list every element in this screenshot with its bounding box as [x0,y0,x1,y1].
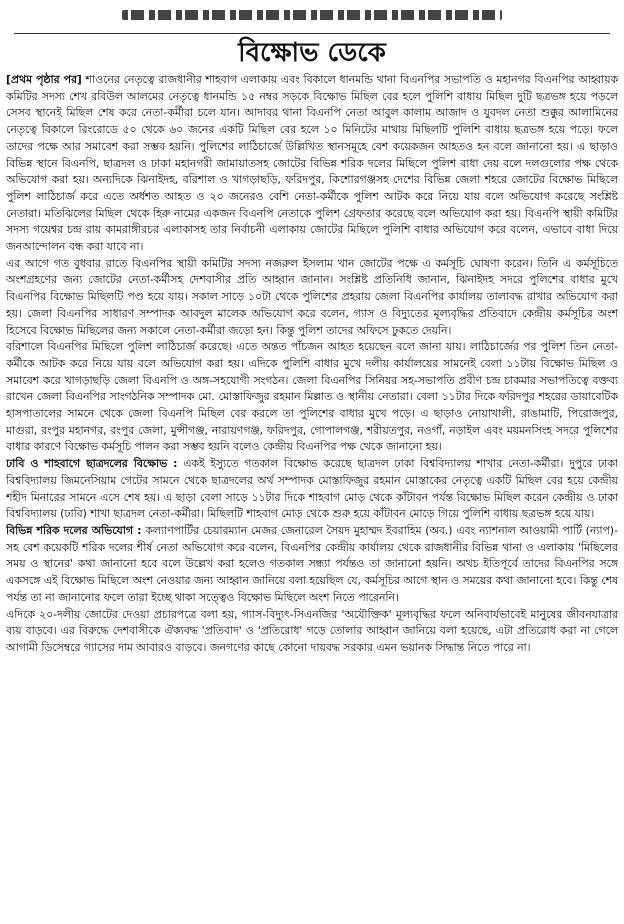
paragraph-text: শাওনের নেতৃত্বে রাজধানীর শাহবাগ এলাকায় এবং বিকালে ধানমন্ডি থানা বিএনপির সভাপতি ও মহানগর বিএনপির আহ্বায়ক কমিটির সদস্য শেখ রবিউল আলমের নেতৃত্বে ধানমন্ডি ১৫ নম্বর সড়কে বিক্ষোভ মিছিল বের হলে পুলিশি বাধায় মিছিল দুটি ছত্রভঙ্গ হয়ে পড়লে সেসব স্থানেই মিছিল শেষ করে নেতা-কর্মীরা চলে যান। আদাবর থানা বিএনপি নেতা আবুল কালাম আজাদ ও যুবদল নেতা শুক্কুর আলামিনের নেতৃত্বে বিকালে রিংরোডে ৫০ থেকে ৬০ জনের একটি মিছিল বের হলে ১০ মিনিটের মাথায় মিছিলটি পুলিশি বাধায় ছত্রভঙ্গ হয়ে পড়ে। ফলে তাদের পক্ষে আর সমাবেশ করা সম্ভব হয়নি। পুলিশের লাঠিচার্জে উল্লিখিত স্থানসমূহে বেশ কয়েকজন আহতও হন বলে জানানো হয়। এ ছাড়াও বিভিন্ন স্থানে বিএনপি, ছাত্রদল ও ঢাকা মহানগরী জামায়াতসহ জোটের বিভিন্ন শরিক দলের মিছিলে পুলিশ বাধা দেয় বলে দলগুলোর পক্ষ থেকে অভিযোগ করা হয়। অন্যদিকে ঝিনাইদহ, বরিশাল ও খাগড়াছড়ি, ফরিদপুর, কিশোরগঞ্জসহ দেশের বিভিন্ন জেলা শহরে জোটের বিক্ষোভ মিছিলে পুলিশ লাঠিচার্জ করে এতে অর্ধশত আহত ও ২০ জনেরও বেশি নেতা-কর্মীকে পুলিশ আটক করে নিয়ে যায় বলে অভিযোগ করেছে সংশ্লিষ্ট নেতারা। মতিঝিলের মিছিল থেকে হিরু নামের একজন বিএনপি নেতাকে পুলিশ গ্রেফতার করেছে বলে অভিযোগ করা হয়। বিএনপি স্থায়ী কমিটির সদস্য গয়েশ্বর চন্দ্র রায় কামরাঙ্গীরচর এলাকাসহ তার নির্বাচনী এলাকায় জোটের মিছিলে পুলিশি বাধার অভিযোগ করে বলেন, এভাবে বাধা দিয়ে জনআন্দোলন বন্ধ করা যাবে না। [6,73,618,254]
article-body [6,72,618,922]
paragraph-lead: [প্রথম পৃষ্ঠার পর] [6,73,82,86]
cropped-text-fragment [122,10,502,20]
subheading-allies: বিভিন্ন শরিক দলের অভিযোগ : [6,523,142,537]
paragraph-text: এদিকে ২০-দলীয় জোটের দেওয়া প্রচারপত্রে বলা হয়, গ্যাস-বিদ্যুৎ-সিএনজির 'অযৌক্তিক' মূল্যবৃদ্ধির ফলে অনিবার্যভাবেই মানুষের জীবনযাত্রার ব্যয় বাড়বে। এর বিরুদ্ধে দেশবাসীকে ঐক্যবদ্ধ 'প্রতিবাদ' ও 'প্রতিরোধ' গড়ে তোলার আহ্বান জানিয়ে বলা হয়েছে, এটা প্রতিরোধ করা না গেলে আগামী ডিসেম্বরে গ্যাসের দাম আবারও বাড়বে। জনগণের কাছে কোনো দায়বদ্ধ সরকার এমন ভয়ানক সিদ্ধান্ত নিতে পারে না। [6,607,618,654]
paragraph-text: এর আগে গত বুধবার রাতে বিএনপির স্থায়ী কমিটির সদস্য নজরুল ইসলাম খান জোটের পক্ষে এ কর্মসূচি ঘোষণা করেন। তিনি এ কর্মসূচিতে অংশগ্রহণের জন্য জোটের নেতা-কর্মীসহ দেশবাসীর প্রতি আহ্বান জানান। সংশ্লিষ্ট প্রতিনিধি জানান, ঝিনাইদহ সদরে পুলিশের বাধার মুখে বিএনপির বিক্ষোভ মিছিলটি পণ্ড হয়ে যায়। সকাল সাড়ে ১০টা থেকে পুলিশের প্রহরায় জেলা বিএনপির কার্যালয় তালাবদ্ধ রাখার অভিযোগ করা হয়। জেলা বিএনপির সাধারণ সম্পাদক আবদুল মালেক অভিযোগ করে বলেন, গ্যাস ও বিদ্যুতের মূল্যবৃদ্ধির প্রতিবাদে কেন্দ্রীয় কর্মসূচির অংশ হিসেবে বিক্ষোভ মিছিলের জন্য সকালে নেতা-কর্মীরা জড়ো হন। কিন্তু পুলিশ তাদের অফিসে ঢুকতে দেয়নি। [6,256,618,337]
paragraph-3 [6,339,618,456]
paragraph-1 [6,72,618,256]
paragraph-text: কল্যাণপার্টির চেয়ারম্যান মেজর জেনারেল সৈয়দ মুহাম্মদ ইবরাহিম (অব.) এবং ন্যাশনাল আওয়ামী পার্টি (ন্যাপ)-সহ বেশ কয়েকটি শরিক দলের শীর্ষ নেতা অভিযোগ করে বলেন, বিএনপির কেন্দ্রীয় কার্যালয় থেকে রাজধানীর বিভিন্ন থানা ও এলাকায় 'মিছিলের সময় ও স্থানের' কথা জানানো হবে বলে উল্লেখ করা হলেও গতকাল সন্ধ্যা পর্যন্তও তা জানানো হয়নি। অথচ ইতিপূর্বে তাদের বিএনপির সঙ্গে একসঙ্গে এই বিক্ষোভ মিছিলে অংশ নেওয়ার জন্য আহ্বান জানিয়ে বলা হয়েছিল যে, কর্মসূচির আগে স্থান ও সময়ের কথা জানানো হবে। কিন্তু শেষ পর্যন্ত তা না জানানোর ফলে তারা ইচ্ছে থাকা সত্ত্বেও বিক্ষোভ মিছিলে অংশ নিতে পারেননি। [6,523,618,604]
paragraph-text: বরিশালে বিএনপির মিছিলে পুলিশ লাঠিচার্জ করেছে। এতে অন্তত পাঁচজন আহত হয়েছেন বলে জানা যায়। লাঠিচার্জের পর পুলিশ তিন নেতা-কর্মীকে আটক করে নিয়ে যায় বলে অভিযোগ করা হয়। এদিকে পুলিশি বাধার মুখে দলীয় কার্যালয়ের সামনেই বেলা ১১টায় বিক্ষোভ মিছিল ও সমাবেশ করে খাগড়াছড়ি জেলা বিএনপি ও অঙ্গ-সহযোগী সংগঠন। জেলা বিএনপির সিনিয়র সহ-সভাপতি প্রবীণ চন্দ্র চাকমার সভাপতিত্বে বক্তব্য রাখেন জেলা বিএনপির সাংগঠনিক সম্পাদক মো. মোস্তাফিজুর রহমান মিল্লাত ও স্থানীয় নেতারা। বেলা ১১টার দিকে ফরিদপুর শহরের ডায়াবেটিক হাসপাতালের সামনে থেকে জেলা বিএনপি মিছিল বের করলে তা পুলিশের বাধার মুখে পড়ে। এ ছাড়াও নোয়াখালী, রাঙামাটি, পিরোজপুর, মাগুরা, রংপুর মহানগর, রংপুর জেলা, মুন্সীগঞ্জ, নারায়ণগঞ্জ, ফরিদপুর, গোপালগঞ্জ, শরীয়তপুর, নওগাঁ, নড়াইল এবং ময়মনসিংহ সদরে পুলিশের বাধার কারণে বিক্ষোভ কর্মসূচি পালন করা সম্ভব হয়নি বলেও কেন্দ্রীয় বিএনপির পক্ষ থেকে জানানো হয়। [6,340,618,454]
subheading-dhabi: ঢাবি ও শাহবাগে ছাত্রদলের বিক্ষোভ : [6,457,178,471]
paragraph-4 [6,456,618,523]
paragraph-6 [6,607,618,657]
paragraph-text: একই ইস্যুতে গতকাল বিক্ষোভ করেছে ছাত্রদল ঢাকা বিশ্ববিদ্যালয় শাখার নেতা-কর্মীরা। দুপুরে ঢাকা বিশ্ববিদ্যালয় জিমনেসিয়াম গেটের সামনে থেকে ছাত্রদলের অর্থ সম্পাদক মোস্তাফিজুর রহমান মোস্তাকের নেতৃত্বে একটি মিছিল বের হয়ে কেন্দ্রীয় শহীদ মিনারের সামনে এসে শেষ হয়। এ ছাড়া বেলা সাড়ে ১১টার দিকে শাহবাগ মোড় থেকে কাঁটাবন পর্যন্ত বিক্ষোভ মিছিল করেন কেন্দ্রীয় ও ঢাকা বিশ্ববিদ্যালয় (ঢাবি) শাখা ছাত্রদল নেতা-কর্মীরা। মিছিলটি শাহবাগ মোড় থেকে শুরু হয়ে কাঁটাবন মোড়ে গিয়ে পুলিশি বাধায় ছত্রভঙ্গ হয়ে যায়। [6,457,618,521]
paragraph-2 [6,256,618,340]
headline: বিক্ষোভ ডেকে [238,38,386,68]
paragraph-5 [6,523,618,607]
top-cropped-text [0,0,624,30]
